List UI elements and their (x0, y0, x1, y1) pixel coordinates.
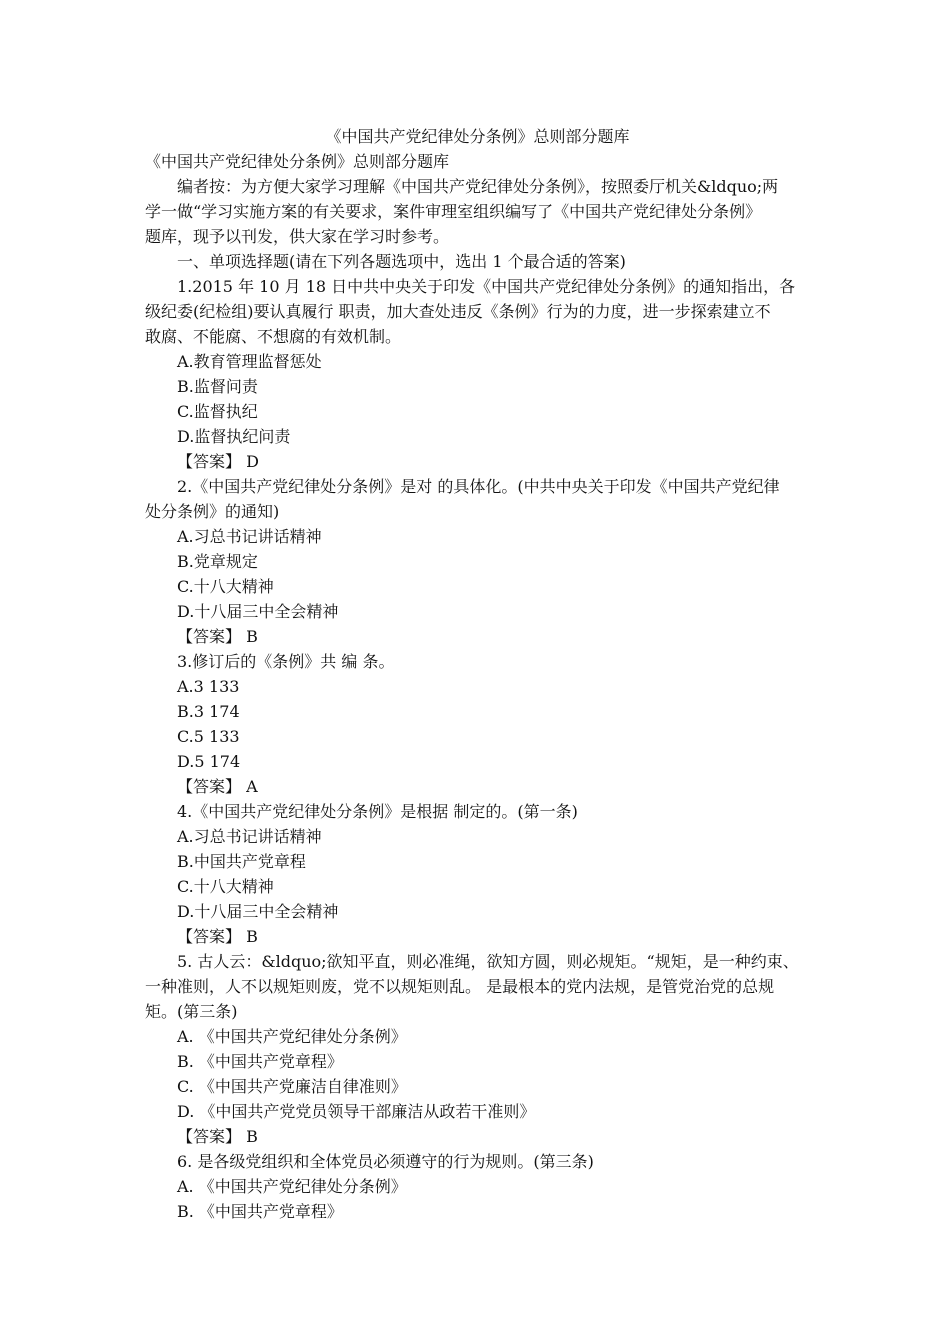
question-text: 6. 是各级党组织和全体党员必须遵守的行为规则。(第三条) (177, 1152, 594, 1171)
option-a: A.3 133 (177, 677, 240, 696)
option-c: C.5 133 (177, 727, 240, 746)
option-d: D.监督执纪问责 (177, 427, 291, 446)
option-d: D.十八届三中全会精神 (177, 902, 339, 921)
option-b: B.党章规定 (177, 552, 258, 571)
document-page (145, 124, 810, 1224)
answer: 【答案】 B (177, 1127, 258, 1146)
question-text: 级纪委(纪检组)要认真履行 职责，加大查处违反《条例》行为的力度，进一步探索建立不 (145, 302, 771, 321)
doc-title-centered: 《中国共产党纪律处分条例》总则部分题库 (325, 127, 630, 146)
section-heading: 一、单项选择题(请在下列各题选项中，选出 1 个最合适的答案) (177, 252, 626, 271)
option-a: A. 《中国共产党纪律处分条例》 (177, 1177, 407, 1196)
option-b: B. 《中国共产党章程》 (177, 1052, 343, 1071)
option-c: C.十八大精神 (177, 577, 274, 596)
question-5 (145, 949, 810, 1149)
option-c: C. 《中国共产党廉洁自律准则》 (177, 1077, 407, 1096)
option-d: D.十八届三中全会精神 (177, 602, 339, 621)
doc-title-left: 《中国共产党纪律处分条例》总则部分题库 (145, 152, 450, 171)
question-3 (145, 649, 810, 799)
option-b: B.3 174 (177, 702, 240, 721)
answer: 【答案】 D (177, 452, 259, 471)
question-text: 一种准则，人不以规矩则废，党不以规矩则乱。 是最根本的党内法规，是管党治党的总规 (145, 977, 775, 996)
question-text: 1.2015 年 10 月 18 日中共中央关于印发《中国共产党纪律处分条例》的通知指出，各 (177, 277, 796, 296)
question-text: 2.《中国共产党纪律处分条例》是对 的具体化。(中共中央关于印发《中国共产党纪律 (177, 477, 780, 496)
question-1 (145, 274, 810, 474)
question-text: 处分条例》的通知) (145, 502, 280, 521)
option-b: B.中国共产党章程 (177, 852, 306, 871)
option-c: C.十八大精神 (177, 877, 274, 896)
question-text: 3.修订后的《条例》共 编 条。 (177, 652, 395, 671)
option-a: A.教育管理监督惩处 (177, 352, 322, 371)
question-text: 矩。(第三条) (145, 1002, 238, 1021)
intro-line-1: 编者按：为方便大家学习理解《中国共产党纪律处分条例》，按照委厅机关&ldquo;两 (177, 177, 779, 196)
question-text: 5. 古人云：&ldquo;欲知平直，则必准绳，欲知方圆，则必规矩。“规矩，是一种约束、 (177, 952, 799, 971)
option-a: A.习总书记讲话精神 (177, 527, 322, 546)
option-c: C.监督执纪 (177, 402, 258, 421)
question-text: 4.《中国共产党纪律处分条例》是根据 制定的。(第一条) (177, 802, 578, 821)
answer: 【答案】 B (177, 927, 258, 946)
option-b: B. 《中国共产党章程》 (177, 1202, 343, 1221)
option-a: A.习总书记讲话精神 (177, 827, 322, 846)
question-2 (145, 474, 810, 649)
question-4 (145, 799, 810, 949)
editor-note (145, 174, 810, 249)
answer: 【答案】 A (177, 777, 258, 796)
intro-line-2: 学一做“学习实施方案的有关要求，案件审理室组织编写了《中国共产党纪律处分条例》 (145, 202, 762, 221)
question-6 (145, 1149, 810, 1224)
intro-line-3: 题库，现予以刊发，供大家在学习时参考。 (145, 227, 450, 246)
option-d: D. 《中国共产党党员领导干部廉洁从政若干准则》 (177, 1102, 536, 1121)
option-b: B.监督问责 (177, 377, 258, 396)
option-d: D.5 174 (177, 752, 241, 771)
answer: 【答案】 B (177, 627, 258, 646)
question-text: 敢腐、不能腐、不想腐的有效机制。 (145, 327, 402, 346)
option-a: A. 《中国共产党纪律处分条例》 (177, 1027, 407, 1046)
